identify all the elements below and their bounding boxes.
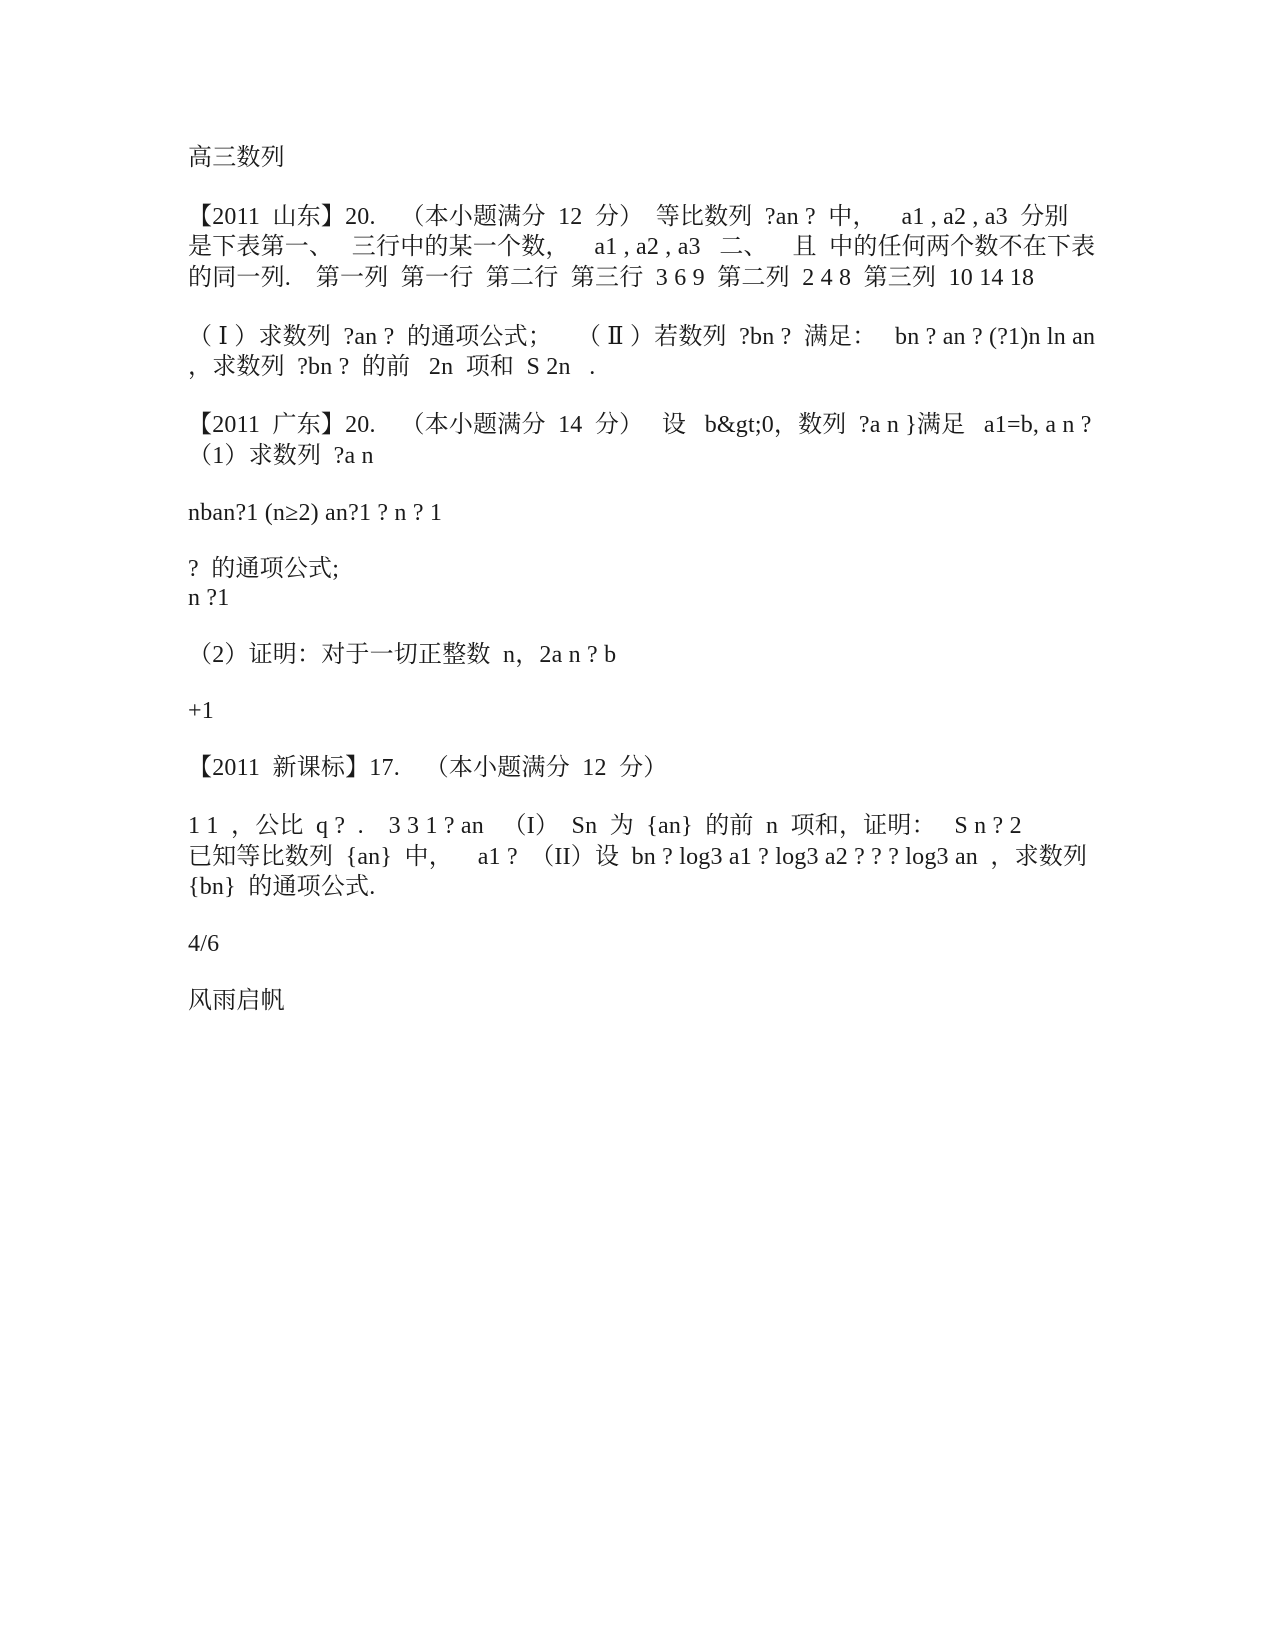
document-title: 高三数列 [188, 145, 285, 171]
problem-guangdong-line-3: nban?1 (n≥2) an?1 ? n ? 1 [188, 500, 443, 526]
problem-guangdong-line-7: +1 [188, 698, 214, 724]
problem-guangdong-line-2: （1）求数列 ?a n [188, 443, 374, 469]
problem-xinkebiao-line-2: 1 1 ，公比 q ? . 3 3 1 ? an （I） Sn 为 {an} 的前 n 项和，证明： S n ? 2 [188, 813, 1022, 839]
page-footer: 风雨启帆 [188, 988, 285, 1014]
problem-shandong-line-5: ，求数列 ?bn ? 的前 2n 项和 S 2n . [188, 354, 596, 380]
problem-guangdong-line-6: （2）证明：对于一切正整数 n，2a n ? b [188, 642, 617, 668]
problem-shandong-line-1: 【2011 山东】20. （本小题满分 12 分） 等比数列 ?an ? 中， a1 , a2 , a3 分别 [188, 204, 1069, 230]
problem-guangdong-line-5: n ?1 [188, 585, 230, 611]
problem-shandong-line-3: 的同一列. 第一列 第一行 第二行 第三行 3 6 9 第二列 2 4 8 第三列 10 14 18 [188, 265, 1035, 291]
problem-guangdong-line-1: 【2011 广东】20. （本小题满分 14 分） 设 b&gt;0，数列 ?a n }满足 a1=b, a n ? [188, 412, 1092, 438]
problem-xinkebiao-line-3: 已知等比数列 {an} 中， a1 ? （II）设 bn ? log3 a1 ? log3 a2 ? ? ? log3 an ，求数列 [188, 844, 1088, 870]
problem-xinkebiao-line-1: 【2011 新课标】17. （本小题满分 12 分） [188, 755, 668, 781]
problem-shandong-line-2: 是下表第一、 三行中的某一个数， a1 , a2 , a3 二、 且 中的任何两个数不在下表 [188, 234, 1096, 260]
page-number: 4/6 [188, 931, 220, 957]
problem-shandong-line-4: （ Ⅰ ）求数列 ?an ? 的通项公式； （ Ⅱ ）若数列 ?bn ? 满足： bn ? an ? (?1)n ln an [188, 324, 1096, 350]
problem-xinkebiao-line-4: {bn} 的通项公式. [188, 874, 376, 900]
problem-guangdong-line-4: ? 的通项公式; [188, 556, 340, 582]
